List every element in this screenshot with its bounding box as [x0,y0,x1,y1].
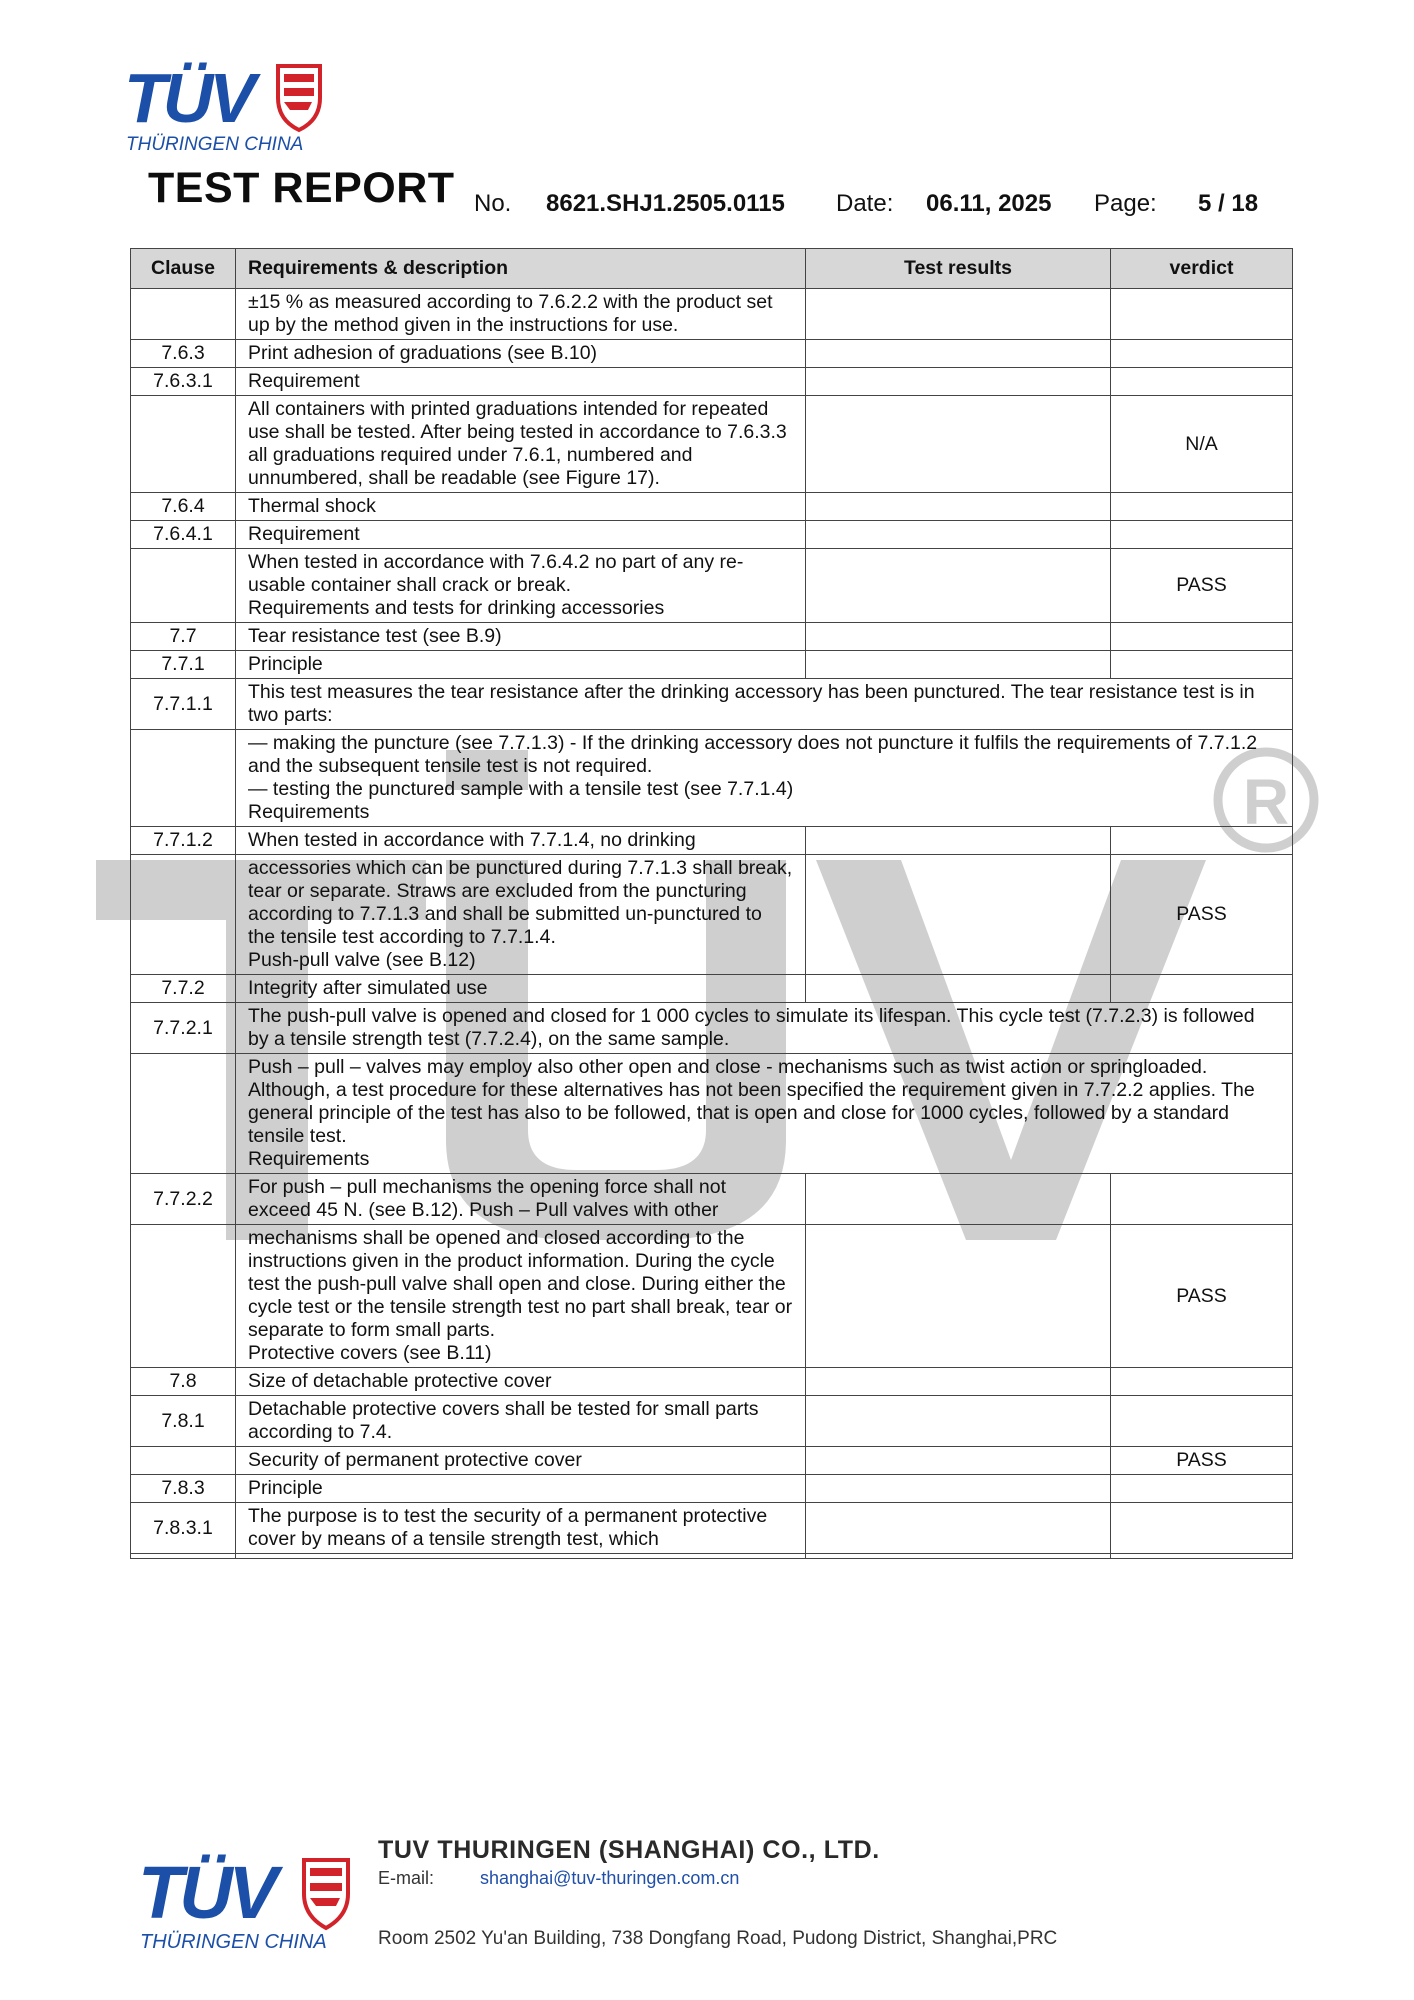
table-row [131,340,1293,368]
test-result-cell [806,1554,1111,1559]
table-row [131,289,1293,340]
test-result-cell [806,1475,1111,1503]
requirement-cell: mechanisms shall be opened and closed according to the instructions given in the product information. During the cycle test the push-pull valve shall open and close. During either the cycle test or the tensile strength test no part shall break, tear or separate to form small parts. Protective covers (see B.11) [236,1225,806,1368]
test-result-cell [806,289,1111,340]
requirement-cell: For push – pull mechanisms the opening force shall not exceed 45 N. (see B.12). Push – Pull valves with other [236,1174,806,1225]
tuv-logo-footer [138,1852,358,1954]
verdict-cell [1111,1475,1293,1503]
clause-cell: 7.8.3 [131,1475,236,1503]
clause-cell: 7.7 [131,623,236,651]
test-result-cell [806,396,1111,493]
verdict-cell [1111,493,1293,521]
svg-text:TÜV: TÜV [124,60,252,136]
report-date-label: Date: [836,190,894,217]
requirement-cell: Push – pull – valves may employ also other open and close - mechanisms such as twist action or springloaded. Although, a test procedure for these alternatives has not been specified the requirement given in 7.7.2.2 applies. The general principle of the test has also to be followed, that is open and close for 1000 cycles, followed by a standard tensile test. Requirements [236,1054,1293,1174]
test-result-cell [806,1447,1111,1475]
test-result-cell [806,493,1111,521]
clause-cell [131,289,236,340]
verdict-cell [1111,1396,1293,1447]
page-value: 5 / 18 [1198,190,1259,217]
requirement-cell: Thermal shock [236,493,806,521]
verdict-cell: PASS [1111,1447,1293,1475]
clause-cell: 7.8.1 [131,1396,236,1447]
clause-cell: 7.7.1 [131,651,236,679]
requirement-cell: All containers with printed graduations intended for repeated use shall be tested. After being tested in accordance to 7.6.3.3 all graduations required under 7.6.1, numbered and unnumbered, shall be readable (see Figure 17). [236,396,806,493]
table-row [131,493,1293,521]
clause-cell: 7.6.3.1 [131,368,236,396]
requirement-cell: — making the puncture (see 7.7.1.3) - If the drinking accessory does not puncture it fulfils the requirements of 7.7.1.2 and the subsequent tensile test is not required. — testing the punctured sample with a tensile test (see 7.7.1.4) Requirements [236,730,1293,827]
logo-footer-subtitle: THÜRINGEN CHINA [140,1931,327,1953]
test-result-cell [806,1503,1111,1554]
requirement-cell: This test measures the tear resistance after the drinking accessory has been punctured. The tear resistance test is in two parts: [236,679,1293,730]
table-body [131,289,1293,1559]
verdict-cell [1111,340,1293,368]
logo-subtitle: THÜRINGEN CHINA [126,134,304,155]
test-result-cell [806,340,1111,368]
test-result-cell [806,651,1111,679]
clause-cell [131,1554,236,1559]
clause-cell: 7.8 [131,1368,236,1396]
requirement-cell: Print adhesion of graduations (see B.10) [236,340,806,368]
table-row [131,1396,1293,1447]
verdict-cell [1111,975,1293,1003]
requirement-cell: The push-pull valve is opened and closed for 1 000 cycles to simulate its lifespan. This cycle test (7.7.2.3) is followed by a tensile strength test (7.7.2.4), on the same sample. [236,1003,1293,1054]
table-row [131,730,1293,827]
verdict-cell [1111,651,1293,679]
table-header-row [131,249,1293,289]
table-row [131,1225,1293,1368]
test-result-cell [806,549,1111,623]
header-requirements: Requirements & description [236,249,806,289]
verdict-cell: PASS [1111,855,1293,975]
requirement-cell: Detachable protective covers shall be tested for small parts according to 7.4. [236,1396,806,1447]
clause-cell [131,1054,236,1174]
clause-cell [131,1447,236,1475]
requirement-cell: Size of detachable protective cover [236,1368,806,1396]
requirement-cell: Principle [236,1475,806,1503]
table-row [131,623,1293,651]
clause-cell: 7.7.2.2 [131,1174,236,1225]
clause-cell [131,396,236,493]
test-result-cell [806,623,1111,651]
clause-cell [131,1225,236,1368]
clause-cell: 7.7.1.2 [131,827,236,855]
report-date-value: 06.11, 2025 [926,190,1052,217]
requirement-cell: Integrity after simulated use [236,975,806,1003]
email-label: E-mail: [378,1868,435,1888]
requirement-cell: Security of permanent protective cover [236,1447,806,1475]
tuv-logo [124,60,324,156]
verdict-cell [1111,368,1293,396]
test-report-table [130,248,1293,1559]
clause-cell [131,549,236,623]
requirement-cell: Requirement [236,521,806,549]
company-name: TUV THURINGEN (SHANGHAI) CO., LTD. [378,1836,880,1864]
header-test-results: Test results [806,249,1111,289]
header-verdict: verdict [1111,249,1293,289]
test-result-cell [806,368,1111,396]
header-clause: Clause [131,249,236,289]
verdict-cell [1111,623,1293,651]
table-row [131,368,1293,396]
clause-cell: 7.7.2 [131,975,236,1003]
table-row [131,651,1293,679]
requirement-cell: Principle [236,651,806,679]
table-row [131,521,1293,549]
tuv-logo-footer-mark [138,1852,358,1932]
table-row [131,396,1293,493]
table-row [131,679,1293,730]
table-row [131,1003,1293,1054]
table-row [131,827,1293,855]
verdict-cell: PASS [1111,549,1293,623]
test-result-cell [806,975,1111,1003]
table-row [131,1054,1293,1174]
requirement-cell: ±15 % as measured according to 7.6.2.2 with the product set up by the method given in the instructions for use. [236,289,806,340]
company-address: Room 2502 Yu'an Building, 738 Dongfang Road, Pudong District, Shanghai,PRC [378,1928,1058,1949]
table-row [131,1554,1293,1559]
clause-cell: 7.6.4.1 [131,521,236,549]
verdict-cell: N/A [1111,396,1293,493]
clause-cell [131,730,236,827]
requirement-cell: Tear resistance test (see B.9) [236,623,806,651]
verdict-cell [1111,289,1293,340]
requirement-cell: Requirement [236,368,806,396]
table-row [131,855,1293,975]
clause-cell: 7.8.3.1 [131,1503,236,1554]
report-no-label: No. [474,190,512,217]
clause-cell: 7.7.2.1 [131,1003,236,1054]
report-no-value: 8621.SHJ1.2505.0115 [546,190,785,217]
requirement-cell: When tested in accordance with 7.7.1.4, no drinking [236,827,806,855]
verdict-cell: PASS [1111,1225,1293,1368]
page-label: Page: [1094,190,1157,217]
table-row [131,1503,1293,1554]
verdict-cell [1111,827,1293,855]
email-address[interactable]: shanghai@tuv-thuringen.com.cn [480,1868,740,1888]
table-row [131,549,1293,623]
table-row [131,1174,1293,1225]
table-row [131,1368,1293,1396]
requirement-cell: The purpose is to test the security of a permanent protective cover by means of a tensile strength test, which [236,1503,806,1554]
test-result-cell [806,1396,1111,1447]
table-row [131,975,1293,1003]
clause-cell [131,855,236,975]
table-row [131,1447,1293,1475]
svg-text:R: R [1242,766,1290,838]
svg-text:TÜV: TÜV [138,1852,274,1932]
report-title: TEST REPORT [148,164,455,212]
test-result-cell [806,827,1111,855]
verdict-cell [1111,521,1293,549]
requirement-cell: When tested in accordance with 7.6.4.2 no part of any re-usable container shall crack or break. Requirements and tests for drinking accessories [236,549,806,623]
clause-cell: 7.7.1.1 [131,679,236,730]
test-result-cell [806,855,1111,975]
requirement-cell [236,1554,806,1559]
verdict-cell [1111,1554,1293,1559]
test-result-cell [806,521,1111,549]
verdict-cell [1111,1368,1293,1396]
test-result-cell [806,1225,1111,1368]
table-row [131,1475,1293,1503]
clause-cell: 7.6.3 [131,340,236,368]
requirement-cell: accessories which can be punctured during 7.7.1.3 shall break, tear or separate. Straws are excluded from the puncturing according to 7.7.1.3 and shall be submitted un-punctured to the tensile test according to 7.7.1.4. Push-pull valve (see B.12) [236,855,806,975]
clause-cell: 7.6.4 [131,493,236,521]
test-result-cell [806,1174,1111,1225]
verdict-cell [1111,1174,1293,1225]
verdict-cell [1111,1503,1293,1554]
test-result-cell [806,1368,1111,1396]
tuv-logo-mark [124,60,324,136]
